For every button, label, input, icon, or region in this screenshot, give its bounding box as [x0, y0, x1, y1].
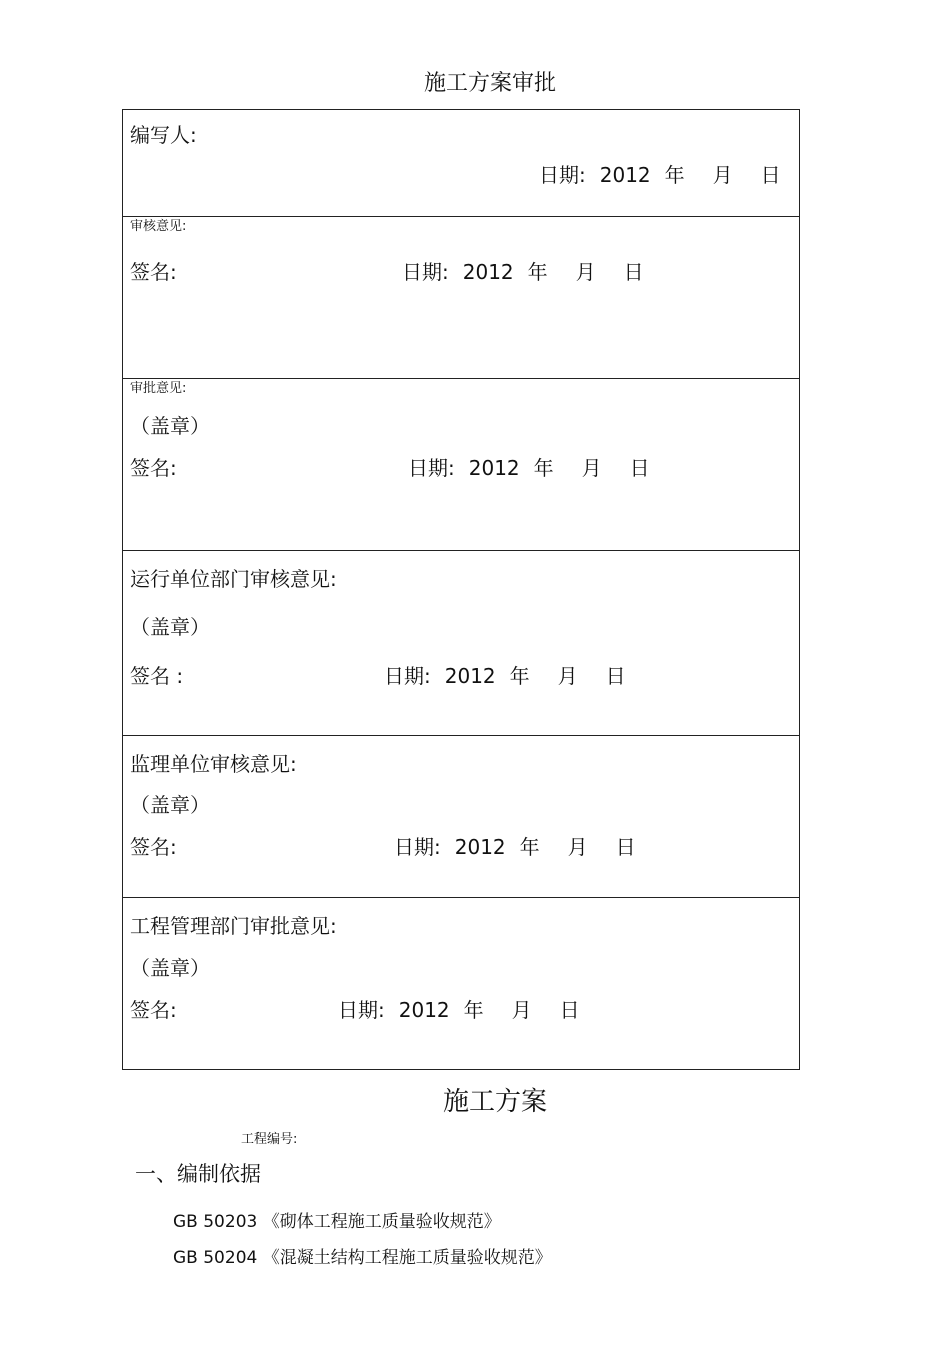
row-divider — [123, 378, 799, 379]
operation-dept-label: 运行单位部门审核意见: — [130, 567, 337, 591]
supervision-seal: （盖章） — [130, 793, 210, 817]
reference-item: GB 50204 《混凝土结构工程施工质量验收规范》 — [173, 1248, 552, 1268]
supervision-sign-label: 签名: — [130, 835, 177, 859]
engineering-dept-sign-label: 签名: — [130, 998, 177, 1022]
project-number-label: 工程编号: — [241, 1132, 298, 1147]
review-opinion-label: 审核意见: — [130, 219, 187, 234]
review-date: 日期: 2012 年 月 日 — [402, 260, 644, 284]
operation-dept-date: 日期: 2012 年 月 日 — [384, 664, 626, 688]
author-label: 编写人: — [130, 123, 197, 147]
approval-date: 日期: 2012 年 月 日 — [408, 456, 650, 480]
row-divider — [123, 550, 799, 551]
row-divider — [123, 216, 799, 217]
author-date: 日期: 2012 年 月 日 — [539, 163, 781, 187]
plan-title: 施工方案 — [442, 1087, 547, 1117]
supervision-label: 监理单位审核意见: — [130, 752, 297, 776]
row-divider — [123, 735, 799, 736]
engineering-dept-seal: （盖章） — [130, 956, 210, 980]
supervision-date: 日期: 2012 年 月 日 — [394, 835, 636, 859]
approval-title: 施工方案审批 — [423, 71, 556, 96]
approval-opinion-label: 审批意见: — [130, 381, 187, 396]
review-sign-label: 签名: — [130, 260, 177, 284]
row-divider — [123, 897, 799, 898]
operation-dept-seal: （盖章） — [130, 615, 210, 639]
approval-sign-label: 签名: — [130, 456, 177, 480]
engineering-dept-label: 工程管理部门审批意见: — [130, 914, 337, 938]
operation-dept-sign-label: 签名 : — [130, 664, 184, 688]
approval-seal: （盖章） — [130, 414, 210, 438]
section-heading: 一、编制依据 — [135, 1162, 261, 1186]
engineering-dept-date: 日期: 2012 年 月 日 — [338, 998, 580, 1022]
reference-item: GB 50203 《砌体工程施工质量验收规范》 — [173, 1212, 501, 1232]
